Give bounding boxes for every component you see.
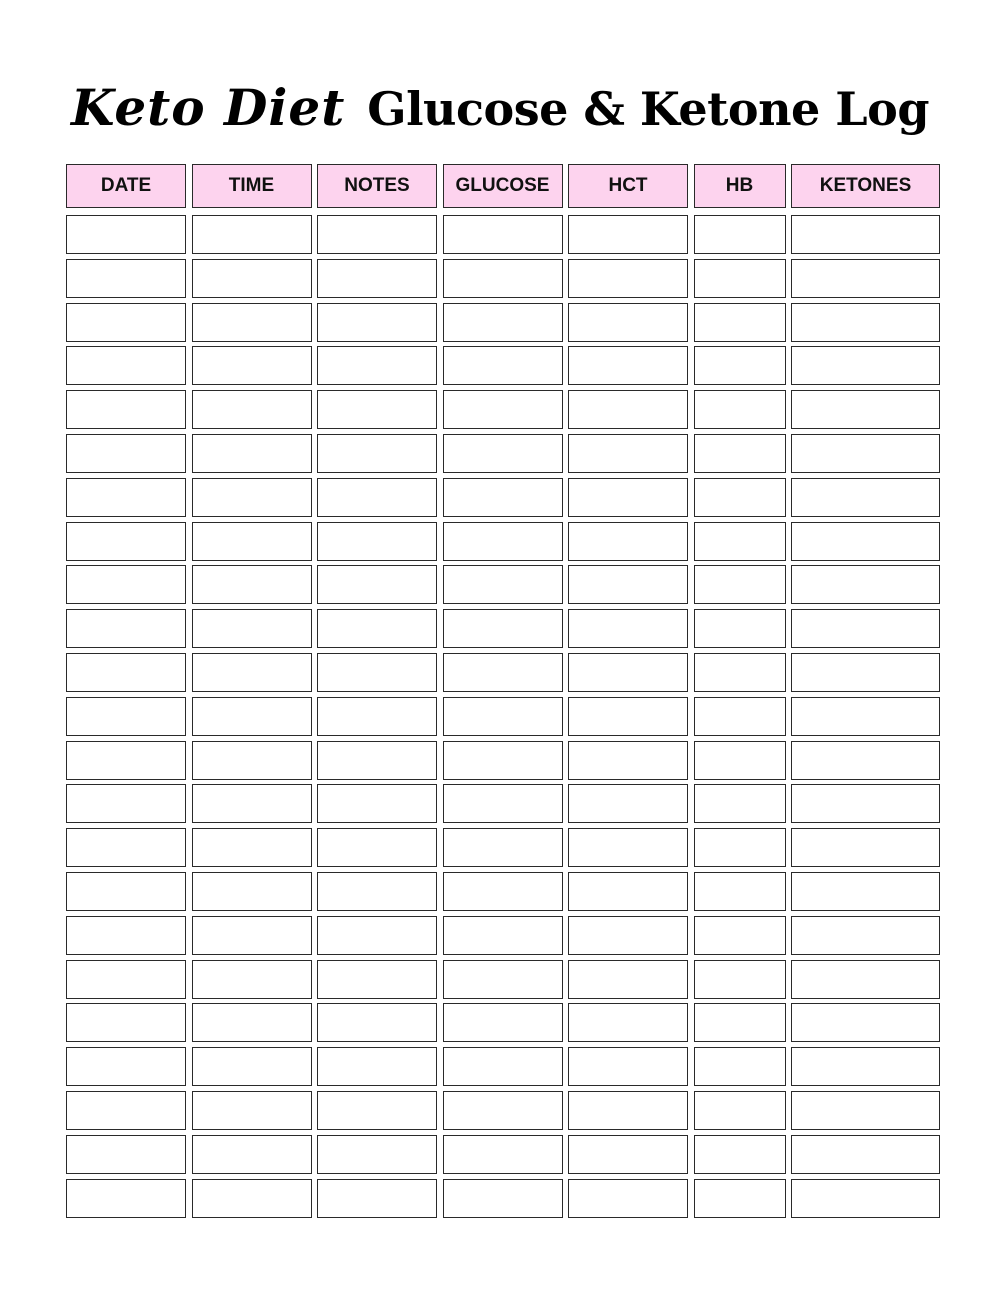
column-header-ketones: KETONES [791, 164, 940, 208]
entry-cell-ketones[interactable] [791, 215, 940, 254]
entry-cell-hct[interactable] [568, 960, 688, 999]
entry-cell-ketones[interactable] [791, 390, 940, 429]
entry-cell-date[interactable] [66, 828, 186, 867]
entry-cell-hct[interactable] [568, 609, 688, 648]
entry-cell-time[interactable] [192, 653, 312, 692]
entry-cell-time[interactable] [192, 1091, 312, 1130]
entry-cell-glucose[interactable] [443, 872, 563, 911]
column-header-glucose: GLUCOSE [443, 164, 563, 208]
entry-cell-time[interactable] [192, 434, 312, 473]
entry-cell-glucose[interactable] [443, 565, 563, 604]
entry-cell-ketones[interactable] [791, 784, 940, 823]
entry-cell-notes[interactable] [317, 697, 437, 736]
entry-cell-ketones[interactable] [791, 1179, 940, 1218]
entry-cell-hb[interactable] [694, 390, 786, 429]
entry-cell-hct[interactable] [568, 1003, 688, 1042]
entry-cell-ketones[interactable] [791, 478, 940, 517]
entry-cell-date[interactable] [66, 1135, 186, 1174]
entry-cell-ketones[interactable] [791, 434, 940, 473]
entry-cell-glucose[interactable] [443, 784, 563, 823]
entry-cell-hb[interactable] [694, 1135, 786, 1174]
entry-cell-hct[interactable] [568, 653, 688, 692]
entry-cell-hb[interactable] [694, 1003, 786, 1042]
entry-cell-ketones[interactable] [791, 303, 940, 342]
entry-cell-hct[interactable] [568, 259, 688, 298]
entry-cell-glucose[interactable] [443, 434, 563, 473]
title-main: Glucose & Ketone Log [367, 82, 929, 136]
entry-cell-date[interactable] [66, 697, 186, 736]
entry-cell-time[interactable] [192, 390, 312, 429]
entry-cell-ketones[interactable] [791, 522, 940, 561]
entry-cell-hb[interactable] [694, 960, 786, 999]
entry-cell-ketones[interactable] [791, 960, 940, 999]
entry-cell-date[interactable] [66, 215, 186, 254]
entry-cell-glucose[interactable] [443, 960, 563, 999]
entry-cell-notes[interactable] [317, 872, 437, 911]
entry-cell-ketones[interactable] [791, 872, 940, 911]
entry-cell-time[interactable] [192, 609, 312, 648]
entry-cell-time[interactable] [192, 1135, 312, 1174]
page-title [0, 78, 1000, 137]
entry-cell-notes[interactable] [317, 960, 437, 999]
entry-cell-date[interactable] [66, 960, 186, 999]
entry-cell-hb[interactable] [694, 434, 786, 473]
entry-cell-hb[interactable] [694, 828, 786, 867]
entry-cell-time[interactable] [192, 215, 312, 254]
entry-cell-hb[interactable] [694, 1091, 786, 1130]
entry-cell-hb[interactable] [694, 653, 786, 692]
entry-cell-hct[interactable] [568, 215, 688, 254]
entry-cell-hct[interactable] [568, 565, 688, 604]
entry-cell-date[interactable] [66, 522, 186, 561]
entry-cell-ketones[interactable] [791, 828, 940, 867]
entry-cell-glucose[interactable] [443, 215, 563, 254]
entry-cell-date[interactable] [66, 390, 186, 429]
entry-cell-date[interactable] [66, 653, 186, 692]
entry-cell-date[interactable] [66, 346, 186, 385]
entry-cell-notes[interactable] [317, 478, 437, 517]
entry-cell-ketones[interactable] [791, 741, 940, 780]
column-header-hct: HCT [568, 164, 688, 208]
entry-cell-date[interactable] [66, 1179, 186, 1218]
entry-cell-ketones[interactable] [791, 1091, 940, 1130]
entry-cell-ketones[interactable] [791, 609, 940, 648]
entry-cell-glucose[interactable] [443, 916, 563, 955]
column-header-time: TIME [192, 164, 312, 208]
entry-cell-time[interactable] [192, 1179, 312, 1218]
entry-cell-date[interactable] [66, 478, 186, 517]
entry-cell-ketones[interactable] [791, 1003, 940, 1042]
entry-cell-hb[interactable] [694, 609, 786, 648]
entry-cell-notes[interactable] [317, 434, 437, 473]
entry-cell-hct[interactable] [568, 1135, 688, 1174]
entry-cell-glucose[interactable] [443, 1135, 563, 1174]
column-header-date: DATE [66, 164, 186, 208]
column-header-hb: HB [694, 164, 786, 208]
entry-cell-hct[interactable] [568, 1091, 688, 1130]
entry-cell-ketones[interactable] [791, 1135, 940, 1174]
entry-cell-notes[interactable] [317, 259, 437, 298]
entry-cell-date[interactable] [66, 1003, 186, 1042]
entry-cell-time[interactable] [192, 478, 312, 517]
entry-cell-ketones[interactable] [791, 259, 940, 298]
entry-cell-hct[interactable] [568, 916, 688, 955]
title-script: Keto Diet [71, 78, 346, 137]
entry-cell-notes[interactable] [317, 653, 437, 692]
entry-cell-ketones[interactable] [791, 1047, 940, 1086]
entry-cell-glucose[interactable] [443, 1091, 563, 1130]
entry-cell-time[interactable] [192, 741, 312, 780]
entry-cell-hct[interactable] [568, 303, 688, 342]
entry-cell-time[interactable] [192, 346, 312, 385]
entry-cell-hb[interactable] [694, 303, 786, 342]
entry-cell-notes[interactable] [317, 215, 437, 254]
entry-cell-date[interactable] [66, 259, 186, 298]
entry-cell-notes[interactable] [317, 741, 437, 780]
entry-cell-hct[interactable] [568, 346, 688, 385]
entry-cell-hb[interactable] [694, 259, 786, 298]
log-table [66, 164, 939, 1222]
entry-cell-hb[interactable] [694, 741, 786, 780]
entry-cell-hb[interactable] [694, 1179, 786, 1218]
entry-cell-date[interactable] [66, 1047, 186, 1086]
entry-cell-notes[interactable] [317, 1047, 437, 1086]
entry-cell-glucose[interactable] [443, 697, 563, 736]
entry-cell-notes[interactable] [317, 565, 437, 604]
entry-cell-time[interactable] [192, 303, 312, 342]
entry-cell-glucose[interactable] [443, 1047, 563, 1086]
entry-cell-date[interactable] [66, 1091, 186, 1130]
entry-cell-hb[interactable] [694, 872, 786, 911]
entry-cell-hb[interactable] [694, 478, 786, 517]
entry-cell-date[interactable] [66, 303, 186, 342]
entry-cell-glucose[interactable] [443, 741, 563, 780]
entry-cell-notes[interactable] [317, 522, 437, 561]
entry-cell-hct[interactable] [568, 478, 688, 517]
entry-cell-notes[interactable] [317, 1135, 437, 1174]
entry-cell-glucose[interactable] [443, 1003, 563, 1042]
entry-cell-notes[interactable] [317, 303, 437, 342]
entry-cell-glucose[interactable] [443, 478, 563, 517]
entry-cell-time[interactable] [192, 1003, 312, 1042]
entry-cell-hb[interactable] [694, 697, 786, 736]
entry-cell-hb[interactable] [694, 565, 786, 604]
entry-cell-hct[interactable] [568, 741, 688, 780]
entry-cell-time[interactable] [192, 960, 312, 999]
entry-cell-hct[interactable] [568, 1179, 688, 1218]
entry-cell-notes[interactable] [317, 1003, 437, 1042]
entry-cell-hb[interactable] [694, 522, 786, 561]
entry-cell-time[interactable] [192, 916, 312, 955]
entry-cell-ketones[interactable] [791, 653, 940, 692]
entry-cell-glucose[interactable] [443, 653, 563, 692]
entry-cell-date[interactable] [66, 916, 186, 955]
entry-cell-time[interactable] [192, 784, 312, 823]
entry-cell-glucose[interactable] [443, 609, 563, 648]
entry-cell-glucose[interactable] [443, 259, 563, 298]
entry-cell-date[interactable] [66, 565, 186, 604]
entry-cell-hb[interactable] [694, 916, 786, 955]
entry-cell-time[interactable] [192, 522, 312, 561]
entry-cell-time[interactable] [192, 259, 312, 298]
entry-cell-notes[interactable] [317, 1091, 437, 1130]
entry-cell-time[interactable] [192, 1047, 312, 1086]
entry-cell-hct[interactable] [568, 872, 688, 911]
entry-cell-glucose[interactable] [443, 390, 563, 429]
entry-cell-hct[interactable] [568, 697, 688, 736]
entry-cell-notes[interactable] [317, 390, 437, 429]
entry-cell-notes[interactable] [317, 1179, 437, 1218]
entry-cell-glucose[interactable] [443, 522, 563, 561]
entry-cell-glucose[interactable] [443, 1179, 563, 1218]
column-header-notes: NOTES [317, 164, 437, 208]
entry-cell-date[interactable] [66, 872, 186, 911]
entry-cell-time[interactable] [192, 828, 312, 867]
entry-cell-date[interactable] [66, 434, 186, 473]
entry-cell-ketones[interactable] [791, 346, 940, 385]
entry-cell-hb[interactable] [694, 215, 786, 254]
entry-cell-time[interactable] [192, 872, 312, 911]
entry-cell-glucose[interactable] [443, 303, 563, 342]
entry-cell-hct[interactable] [568, 828, 688, 867]
entry-cell-notes[interactable] [317, 346, 437, 385]
entry-cell-hct[interactable] [568, 434, 688, 473]
entry-cell-glucose[interactable] [443, 828, 563, 867]
entry-cell-hb[interactable] [694, 1047, 786, 1086]
entry-cell-hct[interactable] [568, 390, 688, 429]
entry-cell-notes[interactable] [317, 784, 437, 823]
entry-cell-date[interactable] [66, 609, 186, 648]
entry-cell-ketones[interactable] [791, 565, 940, 604]
entry-cell-hct[interactable] [568, 1047, 688, 1086]
entry-cell-glucose[interactable] [443, 346, 563, 385]
entry-cell-hct[interactable] [568, 784, 688, 823]
entry-cell-ketones[interactable] [791, 916, 940, 955]
entry-cell-hb[interactable] [694, 784, 786, 823]
entry-cell-time[interactable] [192, 565, 312, 604]
entry-cell-ketones[interactable] [791, 697, 940, 736]
entry-cell-hct[interactable] [568, 522, 688, 561]
entry-cell-time[interactable] [192, 697, 312, 736]
entry-cell-notes[interactable] [317, 609, 437, 648]
entry-cell-notes[interactable] [317, 828, 437, 867]
entry-cell-date[interactable] [66, 741, 186, 780]
entry-cell-date[interactable] [66, 784, 186, 823]
entry-cell-hb[interactable] [694, 346, 786, 385]
entry-cell-notes[interactable] [317, 916, 437, 955]
